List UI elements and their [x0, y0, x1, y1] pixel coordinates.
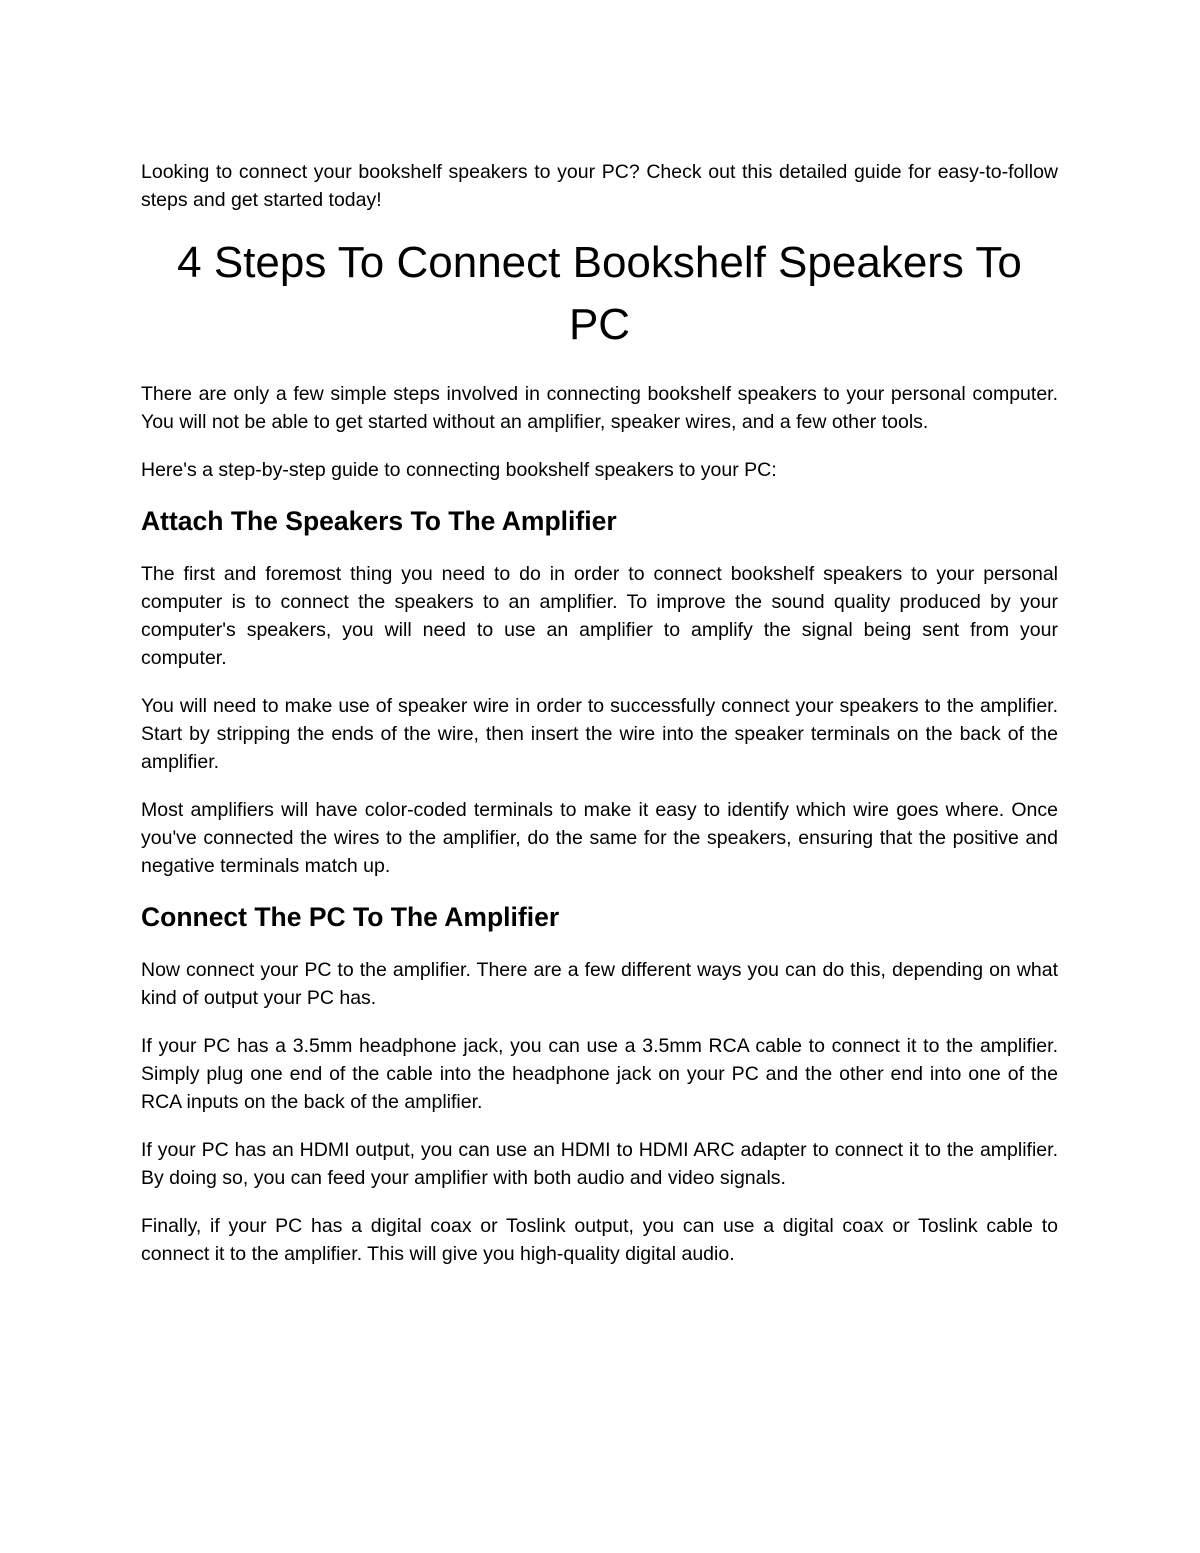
document-title: 4 Steps To Connect Bookshelf Speakers To PC: [177, 238, 1022, 349]
section-paragraph: Most amplifiers will have color-coded terminals to make it easy to identify which wire goes where. Once you've connected the wires to the amplifier, do the same for the speakers, ensuring that the positive and negative terminals match up.: [141, 799, 1058, 877]
intro-paragraph: Looking to connect your bookshelf speakers to your PC? Check out this detailed guide for easy-to-follow steps and get started today!: [141, 161, 1058, 211]
section-paragraph: You will need to make use of speaker wire in order to successfully connect your speakers to the amplifier. Start by stripping the ends of the wire, then insert the wire into the speaker terminals on the back of the amplifier.: [141, 695, 1058, 773]
section-paragraph: If your PC has a 3.5mm headphone jack, you can use a 3.5mm RCA cable to connect it to the amplifier. Simply plug one end of the cable into the headphone jack on your PC and the other end into one of the RCA inputs on the back of the amplifier.: [141, 1035, 1058, 1113]
overview-paragraph: There are only a few simple steps involved in connecting bookshelf speakers to your personal computer. You will not be able to get started without an amplifier, speaker wires, and a few other tools.: [141, 383, 1058, 433]
section-paragraph: The first and foremost thing you need to do in order to connect bookshelf speakers to your personal computer is to connect the speakers to an amplifier. To improve the sound quality produced by your computer's speakers, you will need to use an amplifier to amplify the signal being sent from your computer.: [141, 563, 1058, 669]
section-heading-attach-speakers: Attach The Speakers To The Amplifier: [141, 506, 617, 536]
section-heading-connect-pc: Connect The PC To The Amplifier: [141, 902, 560, 932]
guide-lead-paragraph: Here's a step-by-step guide to connecting bookshelf speakers to your PC:: [141, 459, 777, 481]
document-page: [141, 158, 1058, 1288]
section-paragraph: If your PC has an HDMI output, you can use an HDMI to HDMI ARC adapter to connect it to the amplifier. By doing so, you can feed your amplifier with both audio and video signals.: [141, 1139, 1058, 1189]
section-paragraph: Now connect your PC to the amplifier. There are a few different ways you can do this, depending on what kind of output your PC has.: [141, 959, 1058, 1009]
section-paragraph: Finally, if your PC has a digital coax or Toslink output, you can use a digital coax or Toslink cable to connect it to the amplifier. This will give you high-quality digital audio.: [141, 1215, 1058, 1265]
